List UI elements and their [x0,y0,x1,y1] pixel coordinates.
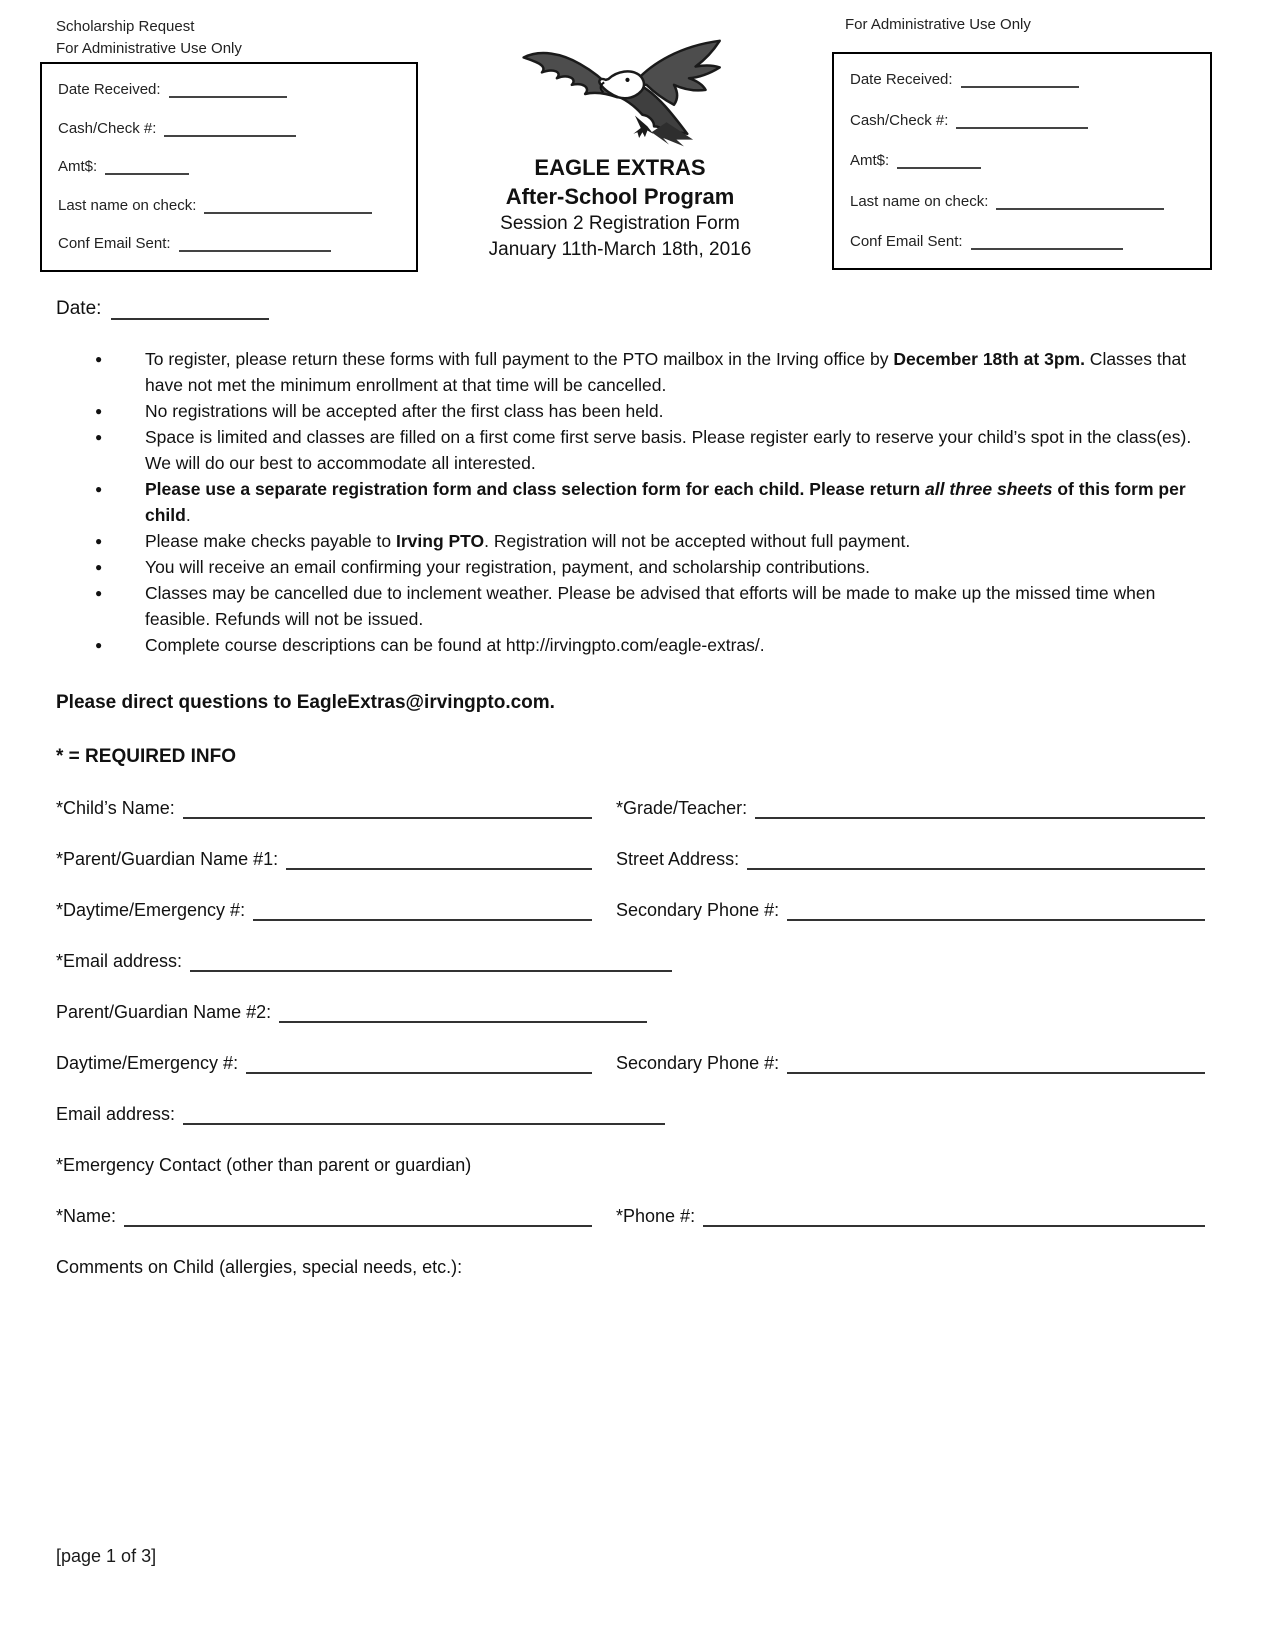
field-label: Street Address: [616,849,740,869]
emergency-phone-field [616,1206,1205,1227]
comments-heading: Comments on Child (allergies, special needs, etc.): [56,1257,463,1277]
scholarship-admin-heading-line2: For Administrative Use Only [56,39,242,57]
instruction-text-segment: all three sheets [925,479,1053,499]
questions-contact-line: Please direct questions to EagleExtras@irvingpto.com. [56,692,555,713]
scholarship-admin-heading-line1: Scholarship Request [56,18,195,35]
form-row-daytime2-secondary2 [56,1053,1205,1074]
instructions-list [0,346,1205,658]
admin-field-lastname-check [850,192,1194,210]
date-field [56,298,1275,320]
instruction-bullet [95,528,1205,554]
form-row-emergency-name-phone [56,1206,1205,1227]
form-row-child-grade [56,798,1205,819]
field-label: Amt$: [850,152,890,169]
form-row-email1 [56,951,1205,972]
admin-field-date-received [850,70,1194,88]
blank-line [996,192,1164,210]
field-label: Amt$: [58,158,98,175]
field-label: *Parent/Guardian Name #1: [56,849,279,869]
field-label: *Phone #: [616,1206,696,1226]
field-label: Conf Email Sent: [58,235,171,252]
scholarship-admin-heading [56,16,242,60]
instruction-text-segment: Classes that have not met the minimum enrollment at that time will be cancelled. [145,349,1187,395]
field-label: Last name on check: [850,192,989,210]
daytime-phone1-field [56,900,616,921]
field-label: Daytime/Emergency #: [56,1053,239,1073]
instruction-text-segment: Irving PTO [395,531,485,551]
instruction-text-segment: . Registration will not be accepted without full payment. [484,531,911,551]
blank-line [286,850,592,870]
parent2-name-field [56,1002,647,1023]
field-label: Secondary Phone #: [616,900,780,920]
field-label: Parent/Guardian Name #2: [56,1002,272,1022]
blank-line [190,952,672,972]
form-row-email2 [56,1104,1205,1125]
child-name-field [56,798,616,819]
blank-line [971,232,1123,250]
instruction-bullet [95,476,1205,528]
blank-line [279,1003,647,1023]
field-label: Date Received: [58,81,161,98]
blank-line [124,1207,592,1227]
program-subtitle: After-School Program [505,183,735,209]
eagle-logo-icon [512,30,728,148]
admin-use-heading: For Administrative Use Only [845,16,1031,33]
date-label: Date: [56,298,102,319]
admin-field-amount [58,157,400,175]
blank-line [183,1105,665,1125]
blank-line [961,70,1079,88]
field-label: *Daytime/Emergency #: [56,900,246,920]
blank-line [164,119,296,137]
form-row-parent1-address [56,849,1205,870]
instruction-bullet [95,632,1205,658]
program-title: EAGLE EXTRAS [534,155,706,180]
admin-field-conf-email [58,234,400,252]
secondary-phone2-field [616,1053,1205,1074]
admin-field-lastname-check [58,196,400,214]
form-name: Session 2 Registration Form [500,213,740,235]
secondary-phone1-field [616,900,1205,921]
form-row-parent2 [56,1002,1205,1023]
blank-line [787,1054,1205,1074]
page-header [0,0,1275,292]
instruction-bullet [95,554,1205,580]
field-label: Cash/Check #: [850,111,949,129]
instruction-text-segment: Classes may be cancelled due to inclement weather. Please be advised that efforts will be made to make up the missed time when feasible. Refunds will not be issued. [145,583,1156,629]
admin-field-conf-email [850,232,1194,250]
instruction-text-segment: To register, please return these forms with full payment to the PTO mailbox in the Irving office by [145,349,894,369]
admin-field-date-received [58,80,400,98]
instruction-text-segment: You will receive an email confirming your registration, payment, and scholarship contributions. [145,557,870,577]
scholarship-admin-box [40,62,418,272]
blank-line [956,111,1088,129]
blank-line [105,157,189,175]
field-label: Secondary Phone #: [616,1053,780,1073]
registration-fields [56,798,1205,1278]
form-row-daytime1-secondary1 [56,900,1205,921]
instruction-bullet [95,398,1205,424]
admin-field-cash-check [850,111,1194,129]
instruction-text-segment: No registrations will be accepted after the first class has been held. [145,401,664,421]
field-label: *Email address: [56,951,183,971]
instruction-text-segment: Please make checks payable to [145,531,396,551]
field-label: Last name on check: [58,196,197,214]
daytime-phone2-field [56,1053,616,1074]
field-label: *Child’s Name: [56,798,175,818]
instruction-text-segment: Space is limited and classes are filled on a first come first serve basis. Please register early to reserve your child’s spot in the class(es). We will do our best to accommodate all interested. [145,427,1192,473]
field-label: Date Received: [850,71,953,88]
required-info-note: * = REQUIRED INFO [56,746,236,767]
email2-field [56,1104,665,1125]
blank-line [246,1054,592,1074]
blank-line [179,234,331,252]
blank-line [897,151,981,169]
admin-use-box [832,52,1212,270]
instruction-text-segment: December 18th at 3pm. [893,349,1085,369]
blank-line [755,799,1205,819]
parent1-name-field [56,849,616,870]
instruction-text-segment: of this form per child [145,479,1186,525]
program-title-block [445,30,795,262]
instruction-bullet [95,424,1205,476]
instruction-bullet [95,580,1205,632]
blank-line [183,799,592,819]
session-dates: January 11th-March 18th, 2016 [488,238,752,260]
instruction-bullet [95,346,1205,398]
grade-teacher-field [616,798,1205,819]
field-label: Cash/Check #: [58,119,157,137]
page-number: [page 1 of 3] [56,1546,157,1566]
emergency-name-field [56,1206,616,1227]
field-label: *Name: [56,1206,117,1226]
blank-line [169,80,287,98]
instruction-text-segment: . [185,505,191,525]
field-label: *Grade/Teacher: [616,798,748,818]
blank-line [747,850,1205,870]
emergency-contact-heading: *Emergency Contact (other than parent or guardian) [56,1155,472,1175]
blank-line [253,901,592,921]
email1-field [56,951,672,972]
blank-line [703,1207,1205,1227]
field-label: Conf Email Sent: [850,233,963,250]
field-label: Email address: [56,1104,176,1124]
admin-field-cash-check [58,119,400,137]
blank-line [111,300,269,320]
street-address-field [616,849,1205,870]
admin-field-amount [850,151,1194,169]
instruction-text-segment: Please use a separate registration form and class selection form for each child. Please return [145,479,926,499]
blank-line [787,901,1205,921]
blank-line [204,196,372,214]
instruction-text-segment: Complete course descriptions can be found at http://irvingpto.com/eagle-extras/. [145,635,765,655]
